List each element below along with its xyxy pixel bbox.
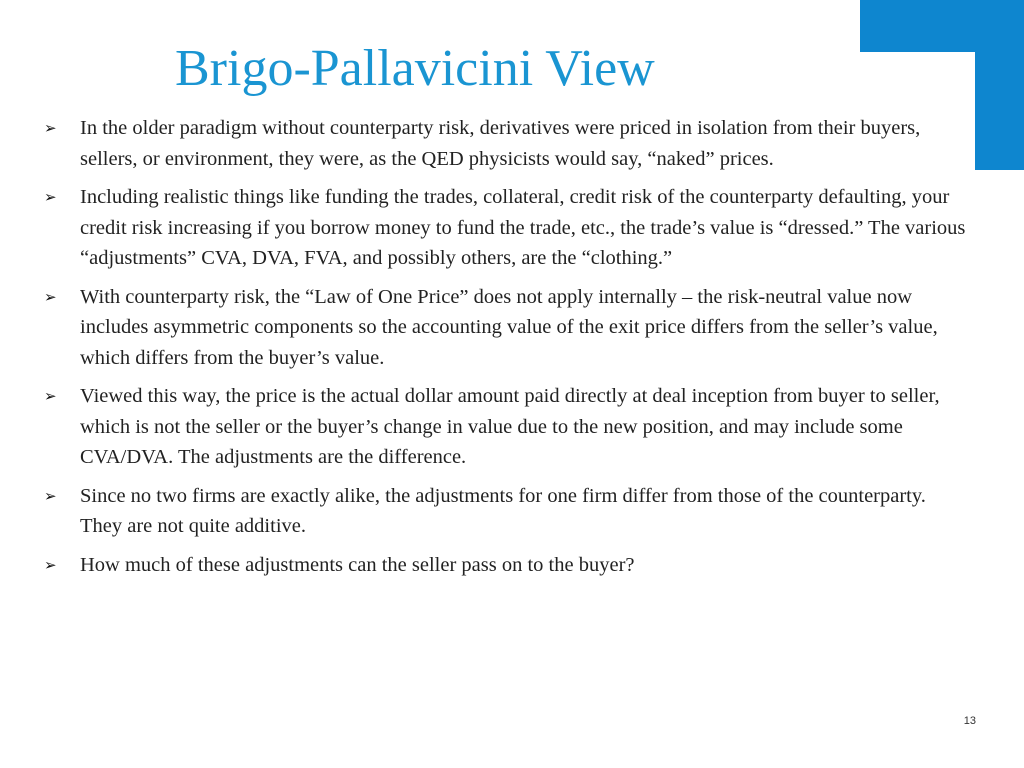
arrow-bullet-icon: ➢ bbox=[44, 387, 57, 405]
bullet-item bbox=[42, 481, 970, 542]
bullet-text: With counterparty risk, the “Law of One Price” does not apply internally – the risk-neutral value now includes asymmetric components so the accounting value of the exit price differs from the seller’s value, which differs from the buyer’s value. bbox=[80, 285, 938, 369]
arrow-bullet-icon: ➢ bbox=[44, 486, 57, 505]
bullet-list bbox=[42, 113, 970, 588]
side-accent-bar bbox=[975, 52, 1024, 170]
bullet-item bbox=[42, 182, 970, 274]
bullet-text: Viewed this way, the price is the actual dollar amount paid directly at deal inception from buyer to seller, which is not the seller or the buyer’s change in value due to the new position, and may include some CVA/DVA. The adjustments are the difference. bbox=[80, 385, 940, 468]
corner-accent-bar bbox=[860, 0, 1024, 52]
bullet-item bbox=[42, 550, 970, 581]
bullet-item bbox=[42, 381, 970, 473]
bullet-text: Since no two firms are exactly alike, the adjustments for one firm differ from those of the counterparty. They are not quite additive. bbox=[80, 484, 926, 537]
page-number: 13 bbox=[963, 715, 976, 727]
arrow-bullet-icon: ➢ bbox=[44, 188, 57, 206]
bullet-text: Including realistic things like funding the trades, collateral, credit risk of the counterparty defaulting, your credit risk increasing if you borrow money to fund the trade, etc., the trade’s value is “dressed.” The various “adjustments” CVA, DVA, FVA, and possibly others, are the “clothing.” bbox=[80, 186, 966, 269]
bullet-text: How much of these adjustments can the seller pass on to the buyer? bbox=[80, 553, 635, 576]
bullet-item bbox=[42, 113, 970, 174]
bullet-text: In the older paradigm without counterparty risk, derivatives were priced in isolation from their buyers, sellers, or environment, they were, as the QED physicists would say, “naked” prices. bbox=[80, 117, 921, 170]
arrow-bullet-icon: ➢ bbox=[44, 555, 57, 574]
arrow-bullet-icon: ➢ bbox=[44, 119, 57, 137]
slide-title: Brigo-Pallavicini View bbox=[175, 40, 655, 97]
bullet-item bbox=[42, 282, 970, 374]
arrow-bullet-icon: ➢ bbox=[44, 287, 57, 306]
